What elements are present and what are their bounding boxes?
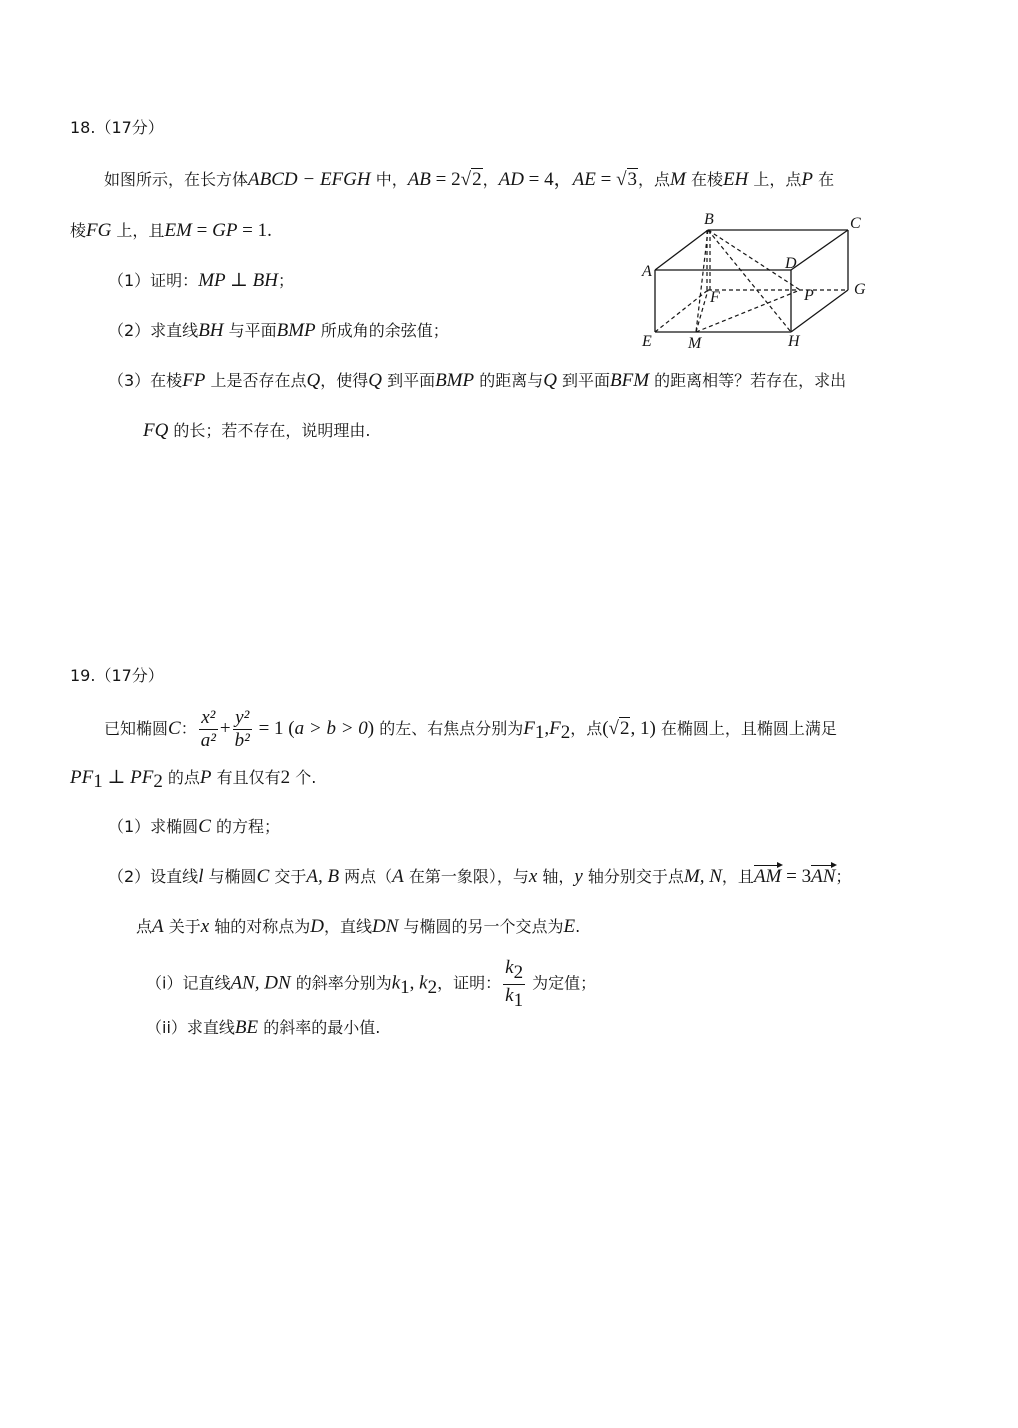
question-19-sub-ii: （ii）求直线BE 的斜率的最小值.: [146, 1017, 381, 1038]
edge-HG: [791, 290, 848, 332]
label-D: D: [785, 255, 797, 272]
vector-AN: AN: [811, 866, 836, 887]
segment-BH: [708, 230, 791, 332]
edge-AB: [655, 230, 708, 270]
label-P: P: [804, 287, 814, 304]
label-G: G: [854, 281, 866, 298]
label-C: C: [850, 215, 861, 232]
question-18-part-1: （1）证明：MP ⊥ BH；: [108, 270, 294, 291]
question-18-stem-line-1: 如图所示，在长方体ABCD − EFGH 中，AB = 2√2，AD = 4，AE = √3，点M 在棱EH 上，点P 在: [104, 169, 835, 190]
fraction-y2-over-b2: $\frac{\text{y²}}{\text{b²}}$: [234, 707, 250, 751]
segment-MF: [696, 290, 708, 332]
question-18-stem-line-2: 棱FG 上，且EM = GP = 1.: [70, 220, 272, 241]
label-E: E: [642, 333, 652, 350]
question-19-number: 19.（17分）: [70, 666, 164, 685]
question-18-part-2: （2）求直线BH 与平面BMP 所成角的余弦值；: [108, 320, 449, 341]
edge-DC: [791, 230, 848, 270]
question-19-part-2-line-1: （2）设直线l 与椭圆C 交于A, B 两点（A 在第一象限），与x 轴，y 轴分别交于点M, N，且AM = 3AN；: [108, 866, 852, 887]
question-18-part-3-line-2: FQ 的长；若不存在，说明理由.: [143, 420, 371, 441]
question-19-stem-line-2: $PF_1$ ⊥ $PF_2$ 的点P 有且仅有2 个.: [70, 767, 317, 793]
question-18-part-3-line-1: （3）在棱FP 上是否存在点Q，使得Q 到平面BMP 的距离与Q 到平面BFM 的距离相等？若存在，求出: [108, 370, 847, 391]
label-A: A: [642, 263, 652, 280]
question-19-part-2-line-2: 点A 关于x 轴的对称点为D，直线DN 与椭圆的另一个交点为E.: [136, 916, 581, 937]
label-B: B: [704, 211, 714, 228]
cuboid-figure: [630, 210, 870, 350]
question-19-sub-i: （i）记直线AN, DN 的斜率分别为$k_1$, $k_2$，证明： $\frac{k_2}{k_1}$ 为定值；: [146, 957, 597, 1011]
question-19-part-1: （1）求椭圆C 的方程；: [108, 816, 280, 837]
question-18-number: 18.（17分）: [70, 118, 164, 137]
label-F: F: [710, 289, 720, 306]
label-M: M: [688, 335, 702, 350]
label-H: H: [788, 333, 800, 350]
fraction-k2-over-k1: $\frac{k_2}{k_1}$: [505, 957, 524, 1011]
fraction-x2-over-a2: $\frac{\text{x²}}{\text{a²}}$: [200, 707, 216, 751]
question-19-stem-line-1: 已知椭圆C： $\frac{\text{x²}}{\text{a²}}$ + $\frac{\text{y²}}{\text{b²}}$ = 1 (a > b > 0) 的左、右焦点分别为$F_1,F_2$，点(√2, 1) 在椭圆上，且椭圆上满足: [104, 707, 837, 751]
vector-AM: AM: [753, 866, 782, 887]
segment-BM: [696, 230, 708, 332]
